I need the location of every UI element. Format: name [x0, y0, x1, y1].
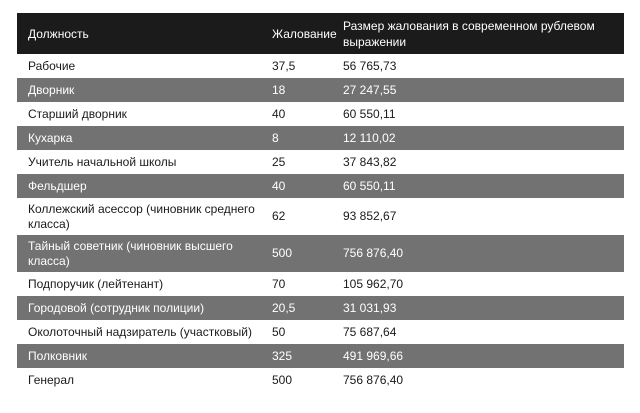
cell-salary: 70	[272, 276, 286, 291]
table-row	[17, 344, 624, 368]
table-row	[17, 150, 624, 174]
table-row	[17, 235, 624, 272]
cell-position: Подпоручик (лейтенант)	[28, 276, 164, 291]
header-position: Должность	[28, 26, 89, 41]
table-row	[17, 102, 624, 126]
cell-position: Фельдшер	[28, 178, 87, 193]
cell-position: Дворник	[28, 82, 75, 97]
cell-modern-salary: 75 687,64	[343, 324, 397, 339]
cell-salary: 50	[272, 324, 286, 339]
table-row	[17, 198, 624, 235]
cell-position: Полковник	[28, 348, 88, 363]
cell-position: Коллежский асессор (чиновник среднего класса)	[28, 201, 255, 231]
table-row	[17, 126, 624, 150]
cell-modern-salary: 491 969,66	[343, 348, 404, 363]
cell-salary: 500	[272, 246, 293, 260]
header-salary: Жалование	[272, 26, 337, 41]
header-modern-salary: Размер жалования в современном рублевом выражении	[343, 18, 595, 49]
cell-salary: 25	[272, 154, 286, 169]
cell-position: Околоточный надзиратель (участковый)	[28, 324, 252, 339]
cell-position: Старший дворник	[28, 106, 127, 121]
table-header-row	[17, 13, 624, 54]
cell-salary: 40	[272, 178, 286, 193]
table-row	[17, 368, 624, 392]
cell-modern-salary: 756 876,40	[343, 246, 404, 260]
table-row	[17, 320, 624, 344]
cell-position: Городовой (сотрудник полиции)	[28, 300, 205, 315]
cell-modern-salary: 31 031,93	[343, 300, 397, 315]
cell-modern-salary: 60 550,11	[343, 178, 396, 193]
cell-modern-salary: 37 843,82	[343, 154, 397, 169]
salary-table	[17, 13, 624, 392]
cell-modern-salary: 27 247,55	[343, 82, 397, 97]
cell-salary: 18	[272, 82, 286, 97]
cell-modern-salary: 56 765,73	[343, 58, 397, 73]
table-row	[17, 296, 624, 320]
cell-modern-salary: 93 852,67	[343, 209, 397, 223]
cell-position: Тайный советник (чиновник высшего класса)	[28, 238, 233, 268]
cell-salary: 500	[272, 372, 293, 387]
cell-salary: 37,5	[272, 58, 296, 73]
table-row	[17, 54, 624, 78]
cell-position: Кухарка	[28, 130, 73, 145]
table-row	[17, 272, 624, 296]
table-row	[17, 78, 624, 102]
cell-modern-salary: 756 876,40	[343, 372, 404, 387]
cell-position: Учитель начальной школы	[28, 154, 177, 169]
cell-salary: 8	[272, 130, 279, 145]
cell-modern-salary: 60 550,11	[343, 106, 396, 121]
cell-modern-salary: 105 962,70	[343, 276, 404, 291]
cell-position: Рабочие	[28, 58, 76, 73]
cell-modern-salary: 12 110,02	[343, 130, 396, 145]
cell-salary: 62	[272, 209, 286, 223]
cell-salary: 325	[272, 348, 293, 363]
cell-salary: 40	[272, 106, 286, 121]
cell-position: Генерал	[28, 372, 75, 387]
cell-salary: 20,5	[272, 300, 296, 315]
table-row	[17, 174, 624, 198]
